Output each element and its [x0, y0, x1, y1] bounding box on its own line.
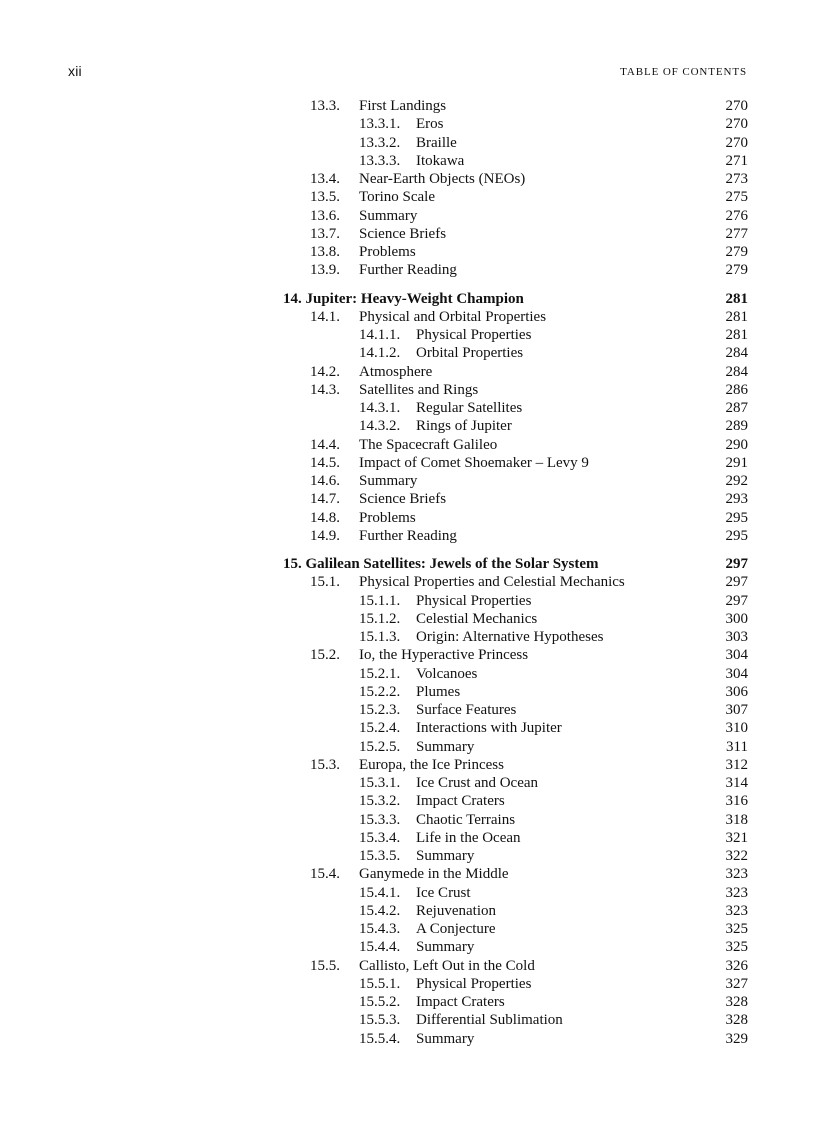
toc-chapter-entry: [283, 555, 748, 573]
toc-entry-title: 15. Galilean Satellites: Jewels of the Solar System: [283, 556, 599, 572]
toc-entry-page: 314: [725, 775, 748, 791]
toc-section-entry: [283, 756, 748, 774]
toc-section-entry: [283, 261, 748, 279]
toc-entry-number: 15.5.3.: [359, 1012, 401, 1029]
toc-entry-number: 15.4.3.: [359, 921, 401, 937]
toc-entry-page: 327: [725, 975, 748, 992]
toc-entry-number: 14.1.1.: [359, 327, 401, 343]
toc-entry-title: Regular Satellites: [416, 400, 523, 416]
toc-entry-title: Plumes: [416, 683, 461, 700]
toc-subsection-entry: [283, 592, 748, 610]
toc-entry-number: 15.1.2.: [359, 610, 401, 627]
toc-entry-page: 310: [725, 720, 748, 737]
toc-subsection-entry: [283, 975, 748, 993]
toc-entry-page: 328: [725, 994, 748, 1010]
toc-entry-page: 304: [725, 647, 748, 664]
toc-subsection-entry: [283, 884, 748, 902]
toc-entry-title: A Conjecture: [416, 921, 496, 937]
toc-subsection-entry: [283, 326, 748, 344]
toc-entry-page: 300: [725, 610, 748, 627]
toc-section-entry: [283, 472, 748, 490]
toc-entry-title: Chaotic Terrains: [416, 811, 516, 828]
toc-entry-page: 279: [725, 244, 748, 260]
toc-entry-title: Impact Craters: [416, 793, 505, 810]
toc-entry-page: 270: [725, 116, 748, 133]
toc-entry-number: 15.2.5.: [359, 738, 401, 755]
toc-entry-title: Physical Properties and Celestial Mechanics: [359, 574, 625, 591]
table-of-contents: [283, 97, 748, 1048]
toc-entry-number: 15.3.5.: [359, 848, 401, 864]
toc-entry-page: 270: [725, 134, 748, 151]
toc-entry-title: Physical Properties: [416, 975, 532, 992]
toc-entry-title: Summary: [359, 207, 418, 224]
toc-subsection-entry: [283, 719, 748, 737]
toc-entry-title: Further Reading: [359, 262, 457, 279]
toc-entry-number: 15.4.2.: [359, 902, 401, 919]
toc-entry-title: Torino Scale: [359, 189, 436, 206]
toc-entry-number: 15.5.2.: [359, 994, 401, 1010]
toc-entry-page: 284: [725, 363, 748, 380]
toc-entry-number: 14.9.: [310, 527, 340, 544]
toc-entry-number: 15.2.3.: [359, 702, 401, 718]
toc-section-entry: [283, 363, 748, 381]
toc-entry-title: Problems: [359, 244, 416, 260]
toc-entry-title: Ice Crust: [416, 884, 471, 901]
toc-subsection-entry: [283, 920, 748, 938]
toc-subsection-entry: [283, 683, 748, 701]
toc-entry-number: 13.8.: [310, 244, 340, 260]
toc-entry-title: Physical Properties: [416, 327, 532, 343]
toc-entry-page: 284: [725, 345, 748, 362]
toc-entry-number: 14.5.: [310, 454, 340, 471]
toc-entry-page: 289: [725, 418, 748, 435]
toc-entry-page: 271: [725, 152, 748, 169]
running-head: TABLE OF CONTENTS: [620, 66, 747, 78]
toc-entry-number: 15.3.3.: [359, 811, 401, 828]
toc-entry-title: Europa, the Ice Princess: [359, 756, 504, 773]
toc-entry-page: 304: [725, 665, 748, 682]
toc-section-entry: [283, 454, 748, 472]
toc-subsection-entry: [283, 665, 748, 683]
toc-entry-page: 303: [725, 629, 748, 645]
toc-entry-number: 15.1.: [310, 574, 340, 591]
toc-subsection-entry: [283, 417, 748, 435]
toc-entry-number: 15.5.4.: [359, 1030, 401, 1047]
toc-section-entry: [283, 243, 748, 261]
toc-entry-number: 15.5.1.: [359, 975, 401, 992]
toc-entry-title: Science Briefs: [359, 491, 447, 508]
toc-subsection-entry: [283, 628, 748, 646]
toc-entry-title: Summary: [416, 738, 475, 755]
toc-entry-page: 270: [725, 98, 748, 114]
toc-entry-page: 306: [725, 683, 748, 700]
toc-subsection-entry: [283, 1030, 748, 1048]
toc-entry-page: 316: [725, 793, 748, 810]
toc-entry-number: 13.5.: [310, 189, 340, 206]
toc-subsection-entry: [283, 738, 748, 756]
toc-entry-page: 279: [725, 262, 748, 279]
toc-entry-title: Callisto, Left Out in the Cold: [359, 957, 535, 974]
toc-entry-page: 291: [725, 454, 748, 471]
toc-entry-number: 13.6.: [310, 207, 340, 224]
toc-entry-number: 13.3.2.: [359, 134, 401, 151]
toc-entry-page: 281: [725, 308, 748, 325]
toc-entry-page: 322: [725, 848, 748, 864]
toc-entry-title: Orbital Properties: [416, 345, 524, 362]
toc-entry-number: 15.4.: [310, 866, 340, 883]
toc-subsection-entry: [283, 774, 748, 792]
toc-entry-page: 311: [726, 738, 748, 755]
toc-subsection-entry: [283, 134, 748, 152]
toc-subsection-entry: [283, 115, 748, 133]
toc-entry-number: 14.7.: [310, 491, 340, 508]
toc-subsection-entry: [283, 399, 748, 417]
toc-section-entry: [283, 436, 748, 454]
toc-entry-title: Surface Features: [416, 702, 517, 718]
toc-entry-page: 276: [725, 207, 748, 224]
toc-entry-number: 15.4.1.: [359, 884, 401, 901]
toc-entry-page: 286: [725, 381, 748, 398]
toc-entry-title: Physical and Orbital Properties: [359, 308, 547, 325]
toc-entry-title: 14. Jupiter: Heavy-Weight Champion: [283, 290, 524, 307]
toc-subsection-entry: [283, 811, 748, 829]
toc-entry-number: 14.1.2.: [359, 345, 401, 362]
toc-entry-page: 297: [725, 574, 748, 591]
toc-entry-page: 293: [725, 491, 748, 508]
toc-section-entry: [283, 573, 748, 591]
toc-entry-number: 13.3.: [310, 98, 340, 114]
toc-subsection-entry: [283, 902, 748, 920]
toc-entry-title: Physical Properties: [416, 592, 532, 609]
toc-entry-title: Ice Crust and Ocean: [416, 775, 539, 791]
toc-entry-number: 14.3.1.: [359, 400, 401, 416]
toc-entry-title: Io, the Hyperactive Princess: [359, 647, 529, 664]
toc-entry-number: 15.2.: [310, 647, 340, 664]
toc-entry-page: 277: [725, 225, 748, 242]
toc-entry-title: Problems: [359, 509, 416, 526]
toc-subsection-entry: [283, 829, 748, 847]
toc-subsection-entry: [283, 993, 748, 1011]
toc-subsection-entry: [283, 792, 748, 810]
toc-chapter-entry: [283, 290, 748, 308]
toc-subsection-entry: [283, 152, 748, 170]
toc-entry-number: 15.1.3.: [359, 629, 401, 645]
toc-entry-title: Summary: [416, 848, 475, 864]
toc-subsection-entry: [283, 701, 748, 719]
toc-entry-number: 14.6.: [310, 473, 340, 489]
toc-entry-title: Science Briefs: [359, 225, 447, 242]
toc-entry-page: 328: [725, 1012, 748, 1029]
toc-section-entry: [283, 170, 748, 188]
toc-entry-page: 273: [725, 171, 748, 187]
toc-entry-page: 323: [725, 866, 748, 883]
toc-entry-title: Interactions with Jupiter: [416, 720, 562, 737]
toc-section-entry: [283, 509, 748, 527]
toc-entry-page: 326: [725, 957, 748, 974]
toc-entry-title: First Landings: [359, 98, 447, 114]
toc-entry-title: Rejuvenation: [416, 902, 496, 919]
toc-entry-number: 14.4.: [310, 436, 340, 453]
toc-entry-number: 13.3.3.: [359, 152, 401, 169]
toc-entry-title: The Spacecraft Galileo: [359, 436, 498, 453]
toc-section-entry: [283, 381, 748, 399]
toc-entry-page: 281: [725, 327, 748, 343]
toc-entry-page: 329: [725, 1030, 748, 1047]
toc-section-entry: [283, 957, 748, 975]
toc-entry-number: 15.2.1.: [359, 665, 401, 682]
toc-entry-page: 325: [725, 939, 748, 956]
toc-entry-number: 13.7.: [310, 225, 340, 242]
toc-entry-page: 297: [725, 556, 748, 572]
toc-entry-page: 312: [725, 756, 748, 773]
toc-entry-page: 323: [725, 884, 748, 901]
toc-entry-number: 15.3.1.: [359, 775, 401, 791]
toc-entry-title: Summary: [416, 1030, 475, 1047]
toc-entry-number: 13.4.: [310, 171, 340, 187]
toc-entry-page: 295: [725, 527, 748, 544]
toc-entry-number: 14.2.: [310, 363, 340, 380]
toc-entry-number: 15.2.4.: [359, 720, 401, 737]
toc-entry-title: Volcanoes: [416, 665, 478, 682]
toc-entry-number: 14.1.: [310, 308, 340, 325]
toc-section-entry: [283, 865, 748, 883]
toc-entry-page: 325: [725, 921, 748, 937]
toc-section-entry: [283, 308, 748, 326]
toc-entry-number: 13.3.1.: [359, 116, 401, 133]
toc-entry-page: 321: [725, 829, 748, 846]
toc-entry-number: 15.1.1.: [359, 592, 401, 609]
toc-entry-title: Summary: [416, 939, 475, 956]
toc-section-entry: [283, 646, 748, 664]
toc-entry-title: Satellites and Rings: [359, 381, 479, 398]
toc-entry-title: Origin: Alternative Hypotheses: [416, 629, 604, 645]
toc-section-entry: [283, 188, 748, 206]
toc-entry-number: 13.9.: [310, 262, 340, 279]
toc-entry-number: 15.3.2.: [359, 793, 401, 810]
toc-entry-title: Differential Sublimation: [416, 1012, 563, 1029]
toc-section-entry: [283, 225, 748, 243]
toc-entry-title: Ganymede in the Middle: [359, 866, 509, 883]
toc-entry-page: 290: [725, 436, 748, 453]
page-number: xii: [68, 63, 82, 79]
toc-entry-number: 14.8.: [310, 509, 340, 526]
toc-entry-title: Itokawa: [416, 152, 465, 169]
toc-entry-title: Rings of Jupiter: [416, 418, 512, 435]
toc-entry-page: 307: [725, 702, 748, 718]
toc-entry-page: 275: [725, 189, 748, 206]
toc-entry-title: Near-Earth Objects (NEOs): [359, 171, 526, 187]
toc-entry-number: 15.5.: [310, 957, 340, 974]
toc-entry-number: 14.3.2.: [359, 418, 401, 435]
toc-entry-number: 15.3.: [310, 756, 340, 773]
toc-entry-title: Further Reading: [359, 527, 457, 544]
toc-subsection-entry: [283, 938, 748, 956]
toc-entry-number: 15.3.4.: [359, 829, 401, 846]
toc-entry-title: Celestial Mechanics: [416, 610, 538, 627]
toc-entry-title: Eros: [416, 116, 444, 133]
toc-subsection-entry: [283, 1011, 748, 1029]
toc-section-entry: [283, 527, 748, 545]
toc-entry-title: Atmosphere: [359, 363, 433, 380]
toc-section-entry: [283, 207, 748, 225]
toc-entry-page: 287: [725, 400, 748, 416]
toc-entry-title: Braille: [416, 134, 457, 151]
toc-subsection-entry: [283, 344, 748, 362]
toc-entry-page: 297: [725, 592, 748, 609]
toc-section-entry: [283, 490, 748, 508]
toc-entry-number: 14.3.: [310, 381, 340, 398]
toc-subsection-entry: [283, 610, 748, 628]
toc-entry-page: 318: [725, 811, 748, 828]
toc-section-entry: [283, 97, 748, 115]
toc-entry-title: Summary: [359, 473, 418, 489]
toc-entry-number: 15.4.4.: [359, 939, 401, 956]
toc-entry-title: Impact Craters: [416, 994, 505, 1010]
toc-subsection-entry: [283, 847, 748, 865]
toc-entry-page: 292: [725, 473, 748, 489]
toc-entry-page: 295: [725, 509, 748, 526]
toc-entry-title: Life in the Ocean: [416, 829, 521, 846]
toc-entry-title: Impact of Comet Shoemaker – Levy 9: [359, 454, 589, 471]
toc-entry-number: 15.2.2.: [359, 683, 401, 700]
toc-entry-page: 323: [725, 902, 748, 919]
toc-entry-page: 281: [725, 290, 748, 307]
